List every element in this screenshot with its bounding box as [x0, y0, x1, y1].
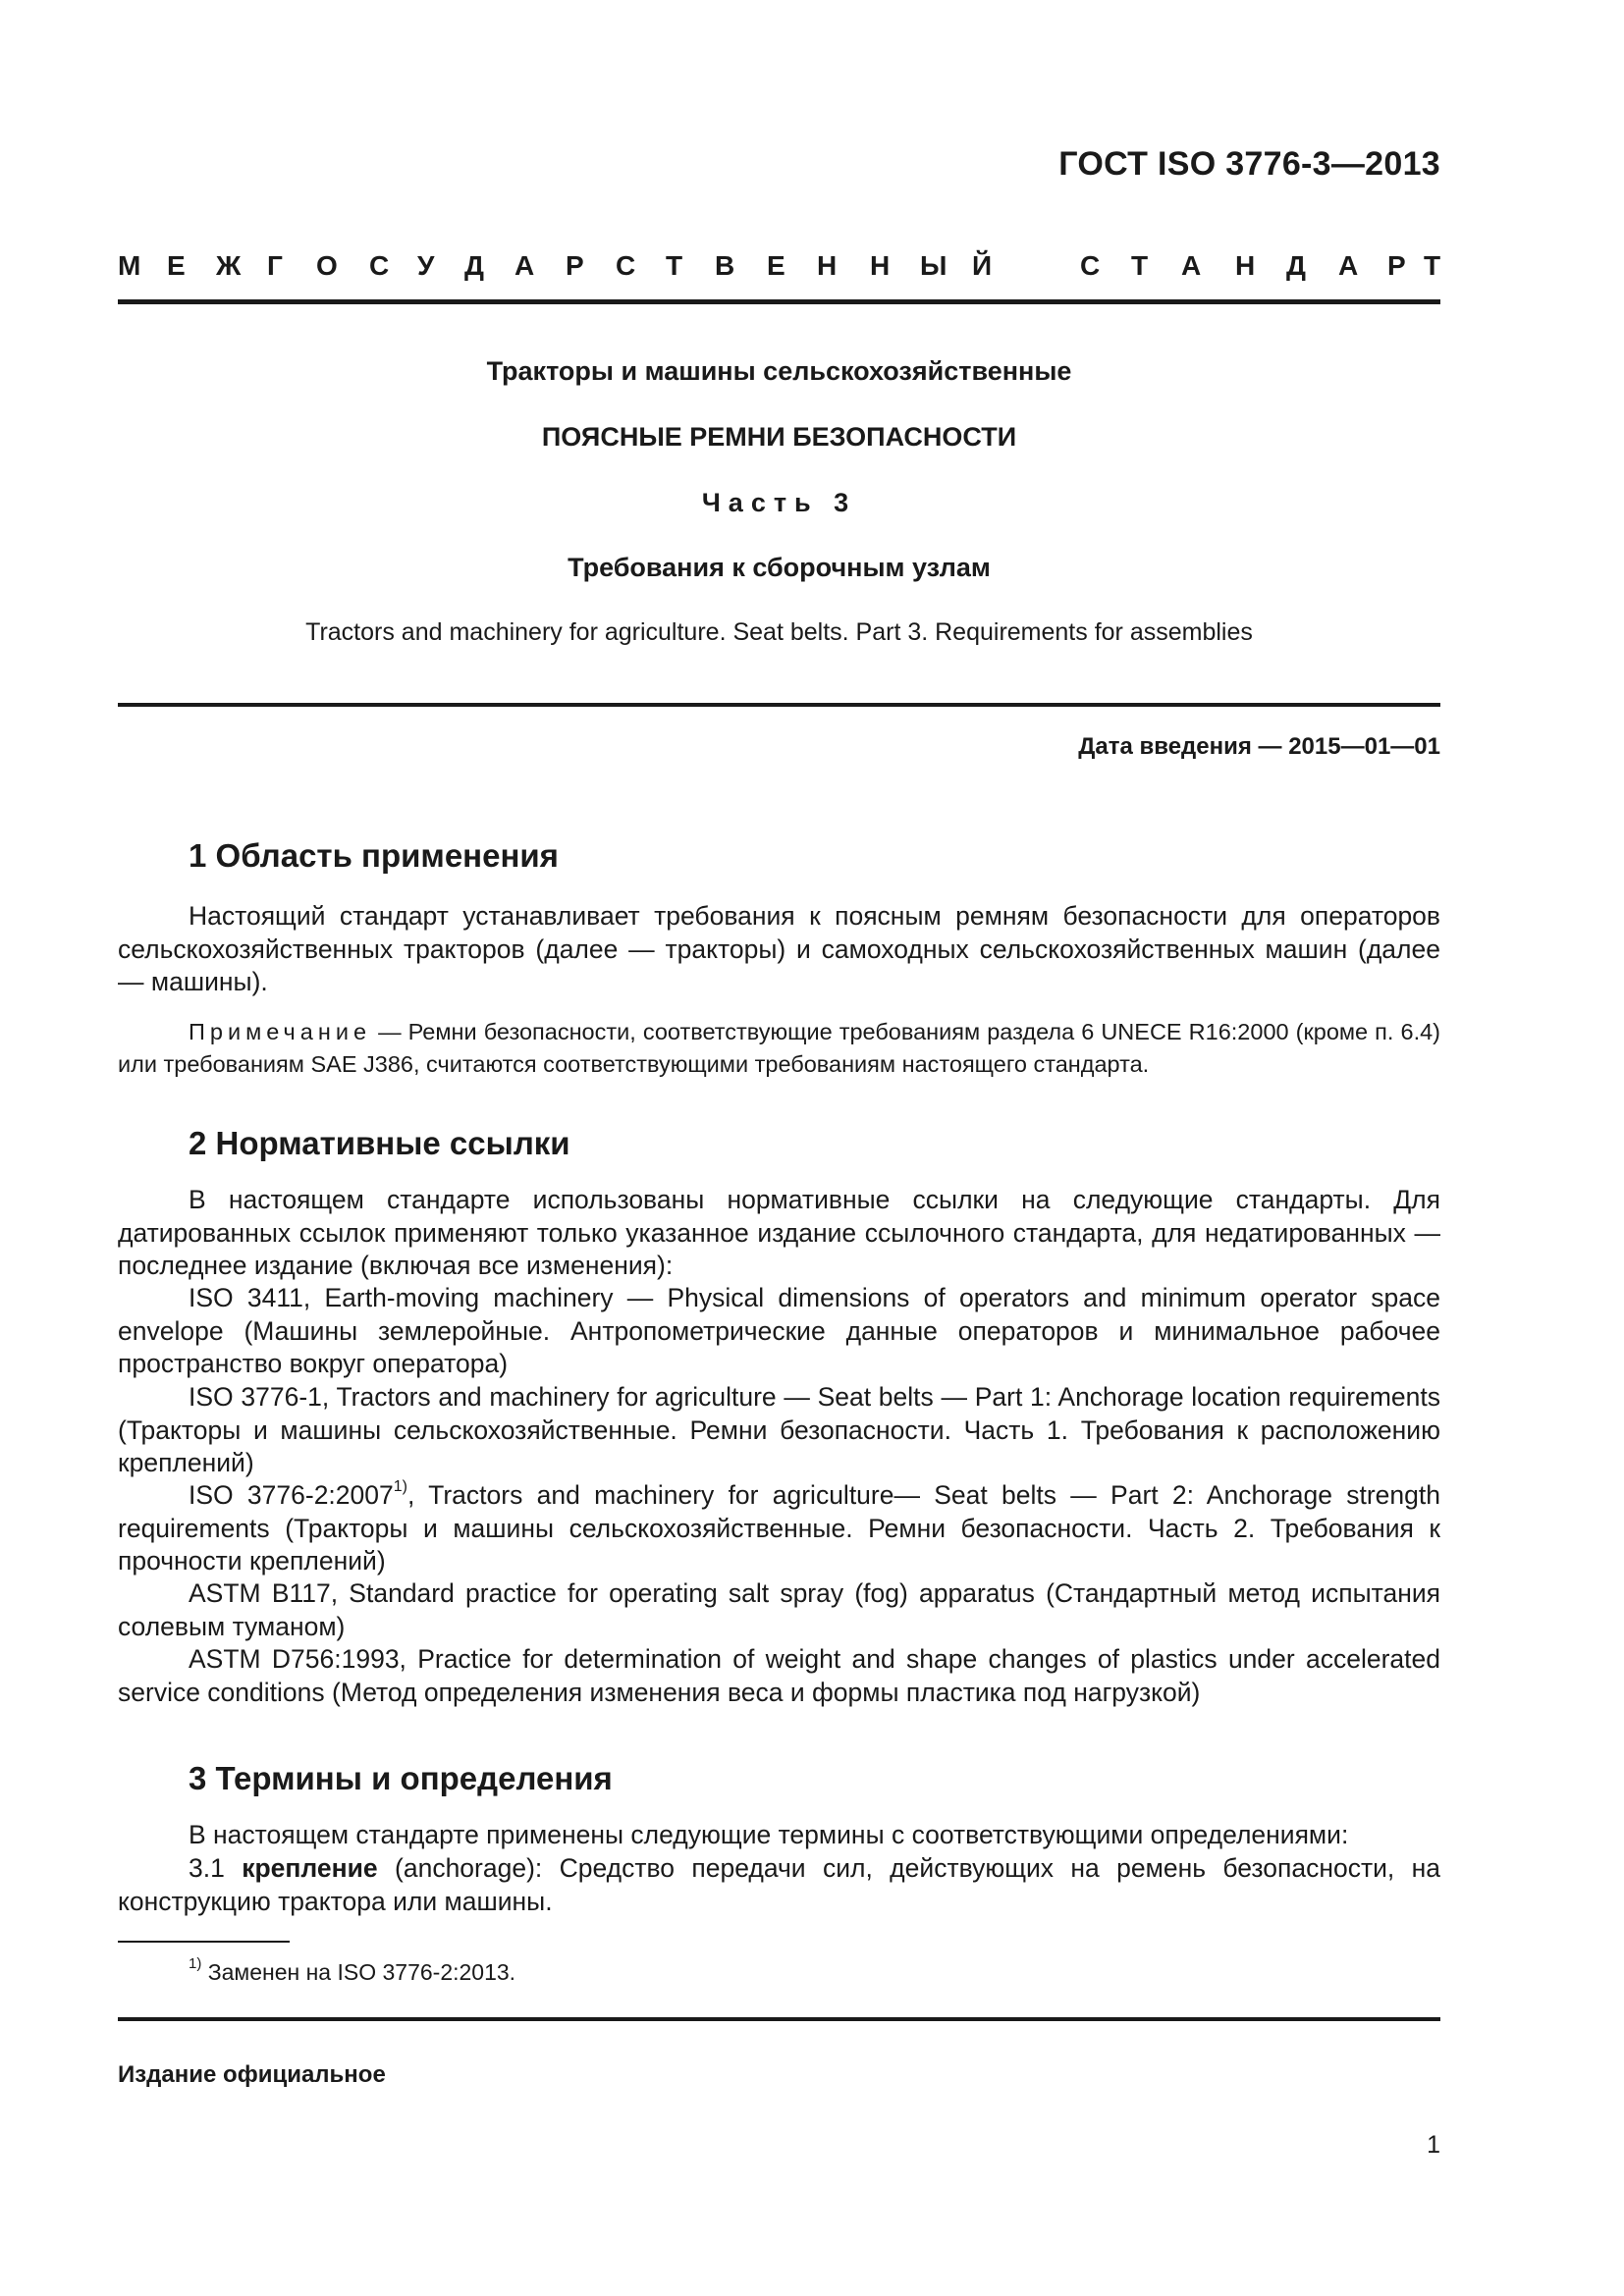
banner-letter: Й — [972, 250, 993, 281]
reference-item: ISO 3411, Earth-moving machinery — Physical dimensions of operators and minimum operator space envelope (Машины землеройные. Антропометрические данные операторов и минимальное рабочее пространство вокруг оператора) — [118, 1283, 1440, 1378]
definition-term: крепление — [242, 1853, 378, 1883]
banner-letter: Н — [1235, 250, 1256, 281]
banner-letter: Т — [1424, 250, 1441, 281]
footnote — [189, 1955, 516, 1986]
section-2-heading: 2 Нормативные ссылки — [189, 1125, 570, 1161]
section-1-note — [118, 1016, 1440, 1081]
banner-letter: Т — [1131, 250, 1149, 281]
banner-letter: Ы — [920, 250, 947, 281]
definition-item — [118, 1852, 1440, 1918]
reference-text: , Tractors and machinery for agriculture— Seat belts — Part 2: Anchorage strength requirements (Тракторы и машины сельскохозяйственные. Ремни безопасности. Часть 2. Требования к прочности креплений) — [118, 1480, 1440, 1575]
section-1-heading: 1 Область применения — [189, 837, 559, 874]
banner-letter: О — [316, 250, 338, 281]
title-divider — [118, 703, 1440, 707]
footnote-text: Заменен на ISO 3776-2:2013. — [201, 1959, 516, 1985]
footer-divider — [118, 2017, 1440, 2021]
standard-subtitle: Требования к сборочным узлам — [568, 553, 991, 582]
header-divider — [118, 299, 1440, 304]
banner-letter: В — [715, 250, 735, 281]
banner-letter: Т — [666, 250, 683, 281]
section-1-text: Настоящий стандарт устанавливает требования к поясным ремням безопасности для операторов сельскохозяйственных тракторов (далее — тракторы) и самоходных сельскохозяйственных машин (далее — машины). — [118, 901, 1440, 996]
standard-category: Тракторы и машины сельскохозяйственные — [486, 356, 1072, 386]
note-label: Примечание — [189, 1019, 372, 1044]
banner-letter: А — [1338, 250, 1359, 281]
banner-letter: С — [1080, 250, 1101, 281]
standard-title: ПОЯСНЫЕ РЕМНИ БЕЗОПАСНОСТИ — [541, 422, 1017, 452]
banner-letter: Д — [464, 250, 484, 281]
official-edition-label: Издание официальное — [118, 2061, 386, 2088]
banner-letter: Е — [767, 250, 785, 281]
banner-letter: С — [369, 250, 390, 281]
reference-item — [118, 1479, 1440, 1578]
footnote-marker: 1) — [393, 1478, 407, 1496]
banner-letter: С — [616, 250, 636, 281]
section-2-intro: В настоящем стандарте использованы нормативные ссылки на следующие стандарты. Для датированных ссылок применяют только указанное издание ссылочного стандарта, для недатированных — последнее издание (включая все изменения): — [118, 1185, 1440, 1280]
definition-number: 3.1 — [189, 1853, 243, 1883]
banner-letter: А — [514, 250, 535, 281]
banner-letter: Н — [870, 250, 891, 281]
reference-item: ISO 3776-1, Tractors and machinery for agriculture — Seat belts — Part 1: Anchorage location requirements (Тракторы и машины сельскохозяйственные. Ремни безопасности. Часть 1. Требования к расположению креплений) — [118, 1382, 1440, 1477]
english-title: Tractors and machinery for agriculture. Seat belts. Part 3. Requirements for assemblies — [305, 618, 1253, 646]
banner-letter: А — [1181, 250, 1202, 281]
standard-part: Часть 3 — [701, 488, 857, 517]
reference-item: ASTM B117, Standard practice for operating salt spray (fog) apparatus (Стандартный метод испытания солевым туманом) — [118, 1578, 1440, 1641]
banner-letter: Е — [167, 250, 186, 281]
note-text: — Ремни безопасности, соответствующие требованиям раздела 6 UNECE R16:2000 (кроме п. 6.4) или требованиям SAE J386, считаются соответствующими требованиям настоящего стандарта. — [118, 1019, 1440, 1077]
banner-letter: М — [118, 250, 141, 281]
effective-date: Дата введения — 2015—01—01 — [1078, 733, 1440, 760]
reference-item: ASTM D756:1993, Practice for determination of weight and shape changes of plastics under accelerated service conditions (Метод определения изменения веса и формы пластика под нагрузкой) — [118, 1644, 1440, 1707]
banner-letter: Н — [817, 250, 838, 281]
reference-code: ISO 3776-2:2007 — [189, 1480, 394, 1510]
banner-letter: У — [417, 250, 435, 281]
banner-letter: Д — [1286, 250, 1306, 281]
banner-letter: Р — [1387, 250, 1406, 281]
banner-letter: Ж — [216, 250, 242, 281]
definition-text: (anchorage): Средство передачи сил, действующих на ремень безопасности, на конструкцию трактора или машины. — [118, 1853, 1440, 1916]
document-number: ГОСТ ISO 3776-3—2013 — [1058, 145, 1440, 183]
footnote-mark: 1) — [189, 1955, 202, 1973]
footnote-divider — [118, 1941, 290, 1943]
page-number: 1 — [1427, 2131, 1440, 2159]
section-3-heading: 3 Термины и определения — [189, 1760, 613, 1796]
banner-letter: Г — [267, 250, 283, 281]
banner-letter: Р — [566, 250, 584, 281]
section-3-intro: В настоящем стандарте применены следующие термины с соответствующими определениями: — [189, 1820, 1349, 1849]
